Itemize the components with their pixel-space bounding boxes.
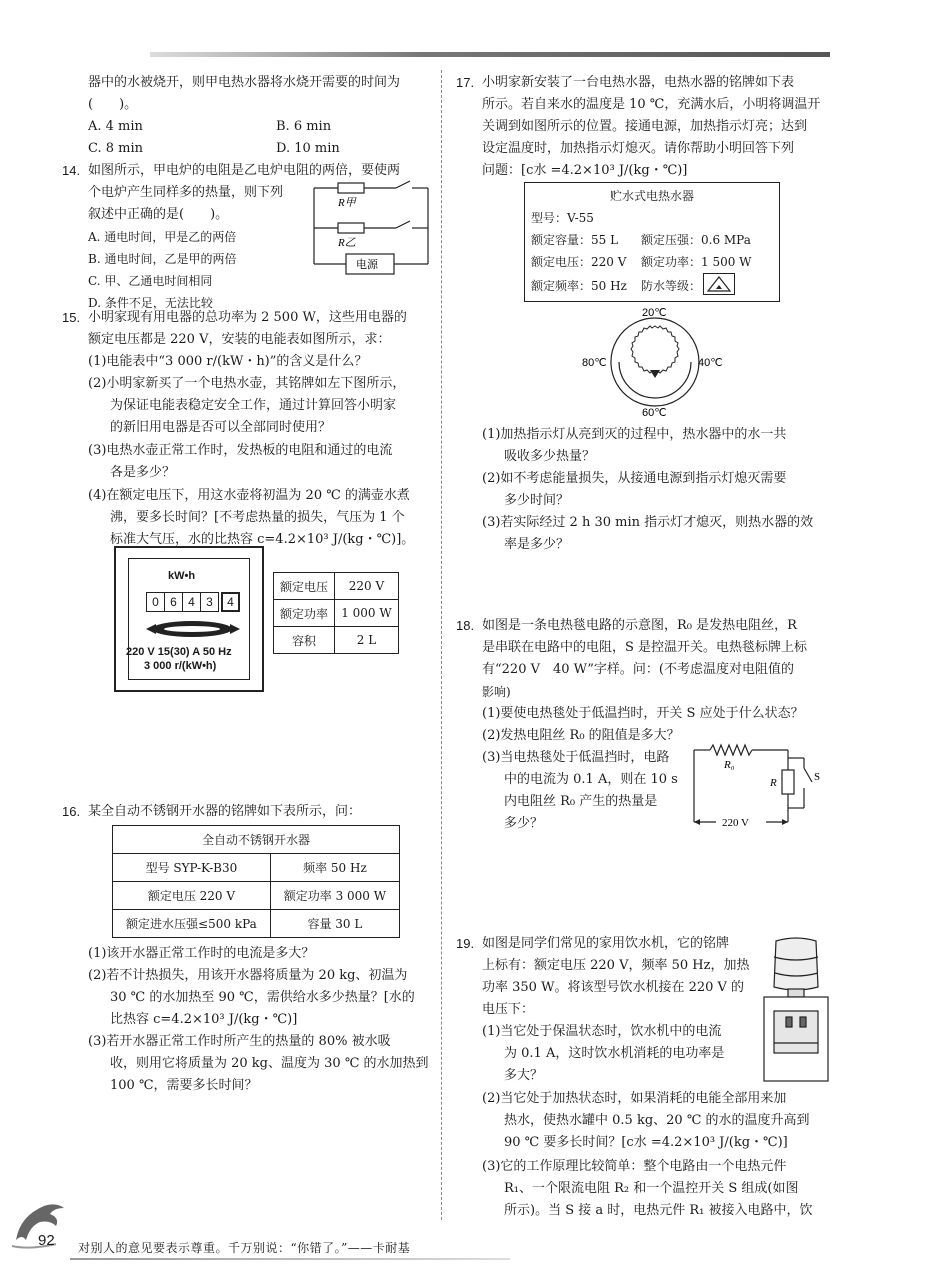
q14-option-c: C. 甲、乙通电时间相同 bbox=[88, 274, 213, 288]
q15-sub2-3: 的新旧用电器是否可以全部同时使用？ bbox=[110, 420, 332, 435]
q19-text-2: 上标有：额定电压 220 V，频率 50 Hz，加热 bbox=[482, 958, 750, 973]
waterproof-triangle-icon bbox=[703, 273, 735, 295]
table-row bbox=[274, 600, 399, 627]
q18-sub3-1: (3)当电热毯处于低温挡时，电路 bbox=[482, 750, 670, 765]
water-boiler-nameplate-table bbox=[112, 825, 400, 938]
q14-text-2: 个电炉产生同样多的热量，则下列 bbox=[88, 185, 284, 200]
voltage-label: 220 V bbox=[722, 817, 749, 829]
table-cell: 额定功率 bbox=[274, 600, 335, 627]
q19-sub3-1: (3)它的工作原理比较简单：整个电路由一个电热元件 bbox=[482, 1159, 787, 1174]
q13-text-2: ( )。 bbox=[88, 97, 138, 112]
nameplate-pressure: 额定压强：0.6 MPa bbox=[641, 233, 751, 247]
q15-sub3-2: 各是多少？ bbox=[110, 465, 176, 480]
q13-option-b: B. 6 min bbox=[276, 119, 332, 134]
table-cell: 额定电压 220 V bbox=[113, 882, 271, 910]
q16-sub2-3: 比热容 c=4.2×10³ J/(kg・℃)] bbox=[110, 1012, 298, 1027]
r-label: R bbox=[770, 777, 777, 789]
table-cell: 额定进水压强≤500 kPa bbox=[113, 910, 271, 938]
q18-sub1: (1)要使电热毯处于低温挡时，开关 S 应处于什么状态？ bbox=[482, 706, 804, 721]
q17-text-1: 小明家新安装了一台电热水器，电热水器的铭牌如下表 bbox=[482, 75, 795, 90]
meter-digit: 4 bbox=[183, 592, 201, 612]
q17-number: 17. bbox=[456, 75, 475, 90]
q17-text-4: 设定温度时，加热指示灯熄灭。请你帮助小明回答下列 bbox=[482, 141, 795, 156]
water-heater-nameplate bbox=[524, 182, 780, 302]
q14-option-b: B. 通电时间，乙是甲的两倍 bbox=[88, 252, 237, 266]
table-row bbox=[113, 854, 400, 882]
table-cell: 额定功率 3 000 W bbox=[270, 882, 399, 910]
footer-rule bbox=[70, 1258, 510, 1260]
meter-digit: 0 bbox=[146, 592, 165, 612]
q15-number: 15. bbox=[62, 310, 81, 325]
r-jia-label: R甲 bbox=[338, 197, 356, 209]
q19-sub3-2: R₁、一个限流电阻 R₂ 和一个温控开关 S 组成(如图 bbox=[504, 1181, 799, 1196]
table-row bbox=[274, 573, 399, 600]
q15-sub4-3: 标准大气压，水的比热容 c=4.2×10³ J/(kg・℃)]。 bbox=[110, 532, 415, 547]
table-cell: 容量 30 L bbox=[270, 910, 399, 938]
q15-sub4-2: 沸，要多长时间？[不考虑热量的损失，气压为 1 个 bbox=[110, 510, 405, 525]
meter-digit-display bbox=[146, 592, 240, 612]
q16-sub3-1: (3)若开水器正常工作时所产生的热量的 80% 被水吸 bbox=[88, 1034, 391, 1049]
q16-sub2-2: 30 ℃ 的水加热至 90 ℃，需供给水多少热量？[水的 bbox=[110, 990, 415, 1005]
q19-sub2-3: 90 ℃ 要多长时间？[c水 =4.2×10³ J/(kg・℃)] bbox=[504, 1135, 788, 1150]
switch-s-label: S bbox=[814, 771, 821, 783]
q18-sub3-4: 多少？ bbox=[504, 816, 544, 831]
q18-text-3: 有“220 V 40 W”字样。问：(不考虑温度对电阻值的 bbox=[482, 662, 794, 677]
q16-intro: 某全自动不锈钢开水器的铭牌如下表所示，问： bbox=[88, 804, 362, 819]
table-cell: 220 V bbox=[334, 573, 398, 600]
table-cell: 2 L bbox=[334, 627, 398, 654]
table-row bbox=[274, 627, 399, 654]
q19-sub2-2: 热水，使热水罐中 0.5 kg、20 ℃ 的水的温度升高到 bbox=[504, 1113, 810, 1128]
table-row bbox=[113, 910, 400, 938]
q17-sub1-2: 吸收多少热量？ bbox=[504, 449, 596, 464]
meter-digit: 6 bbox=[165, 592, 183, 612]
table-cell: 容积 bbox=[274, 627, 335, 654]
r0-label: R₀ bbox=[724, 759, 735, 771]
q15-text-2: 额定电压都是 220 V，安装的电能表如图所示，求： bbox=[88, 332, 391, 347]
q17-sub3-2: 率是多少？ bbox=[504, 537, 570, 552]
nameplate-model: 型号：V-55 bbox=[531, 211, 594, 225]
thermostat-dial bbox=[580, 306, 730, 418]
q19-sub2-1: (2)当它处于加热状态时，如果消耗的电能全部用来加 bbox=[482, 1091, 787, 1106]
q14-text-1: 如图所示，甲电炉的电阻是乙电炉电阻的两倍，要使两 bbox=[88, 163, 401, 178]
q13-option-d: D. 10 min bbox=[276, 141, 340, 156]
q14-option-d: D. 条件不足，无法比较 bbox=[88, 296, 213, 310]
q15-sub4-1: (4)在额定电压下，用这水壶将初温为 20 ℃ 的满壶水煮 bbox=[88, 488, 410, 503]
dial-label-20c: 20℃ bbox=[642, 307, 667, 319]
q13-option-a: A. 4 min bbox=[88, 119, 143, 134]
table-cell: 频率 50 Hz bbox=[270, 854, 399, 882]
q15-text-1: 小明家现有用电器的总功率为 2 500 W，这些用电器的 bbox=[88, 310, 407, 325]
q13-text-1: 器中的水被烧开，则甲电热水器将水烧开需要的时间为 bbox=[88, 75, 401, 90]
meter-rating-2: 3 000 r/(kW•h) bbox=[144, 660, 217, 672]
meter-rotating-disc bbox=[146, 618, 242, 640]
q19-sub1-1: (1)当它处于保温状态时，饮水机中的电流 bbox=[482, 1024, 722, 1039]
q18-sub2: (2)发热电阻丝 R₀ 的阻值是多大？ bbox=[482, 728, 680, 743]
dial-label-80c: 80℃ bbox=[582, 357, 607, 369]
q18-sub3-3: 内电阻丝 R₀ 产生的热量是 bbox=[504, 794, 658, 809]
q17-text-2: 所示。若自来水的温度是 10 ℃，充满水后，小明将调温开 bbox=[482, 97, 821, 112]
q14-option-a: A. 通电时间，甲是乙的两倍 bbox=[88, 230, 237, 244]
q18-number: 18. bbox=[456, 618, 475, 633]
nameplate-voltage: 额定电压：220 V bbox=[531, 255, 627, 269]
column-divider bbox=[441, 70, 442, 1220]
footer-quote: 对别人的意见要表示尊重。千万别说：“你错了。”——卡耐基 bbox=[78, 1241, 411, 1255]
q15-sub2-2: 为保证电能表稳定安全工作，通过计算回答小明家 bbox=[110, 398, 397, 413]
table-title: 全自动不锈钢开水器 bbox=[113, 826, 400, 854]
meter-unit-label: kW•h bbox=[168, 570, 196, 582]
page-number: 92 bbox=[38, 1232, 55, 1249]
table-row bbox=[113, 882, 400, 910]
table-cell: 1 000 W bbox=[334, 600, 398, 627]
q16-sub1: (1)该开水器正常工作时的电流是多大？ bbox=[88, 946, 315, 961]
q19-number: 19. bbox=[456, 936, 475, 951]
q17-sub1-1: (1)加热指示灯从亮到灭的过程中，热水器中的水一共 bbox=[482, 427, 787, 442]
q19-sub1-3: 多大？ bbox=[504, 1068, 544, 1083]
nameplate-title: 贮水式电热水器 bbox=[609, 189, 694, 203]
q16-number: 16. bbox=[62, 804, 81, 819]
q18-text-2: 是串联在电路中的电阻，S 是控温开关。电热毯标牌上标 bbox=[482, 640, 808, 655]
dial-label-60c: 60℃ bbox=[642, 407, 667, 418]
header-rule bbox=[150, 52, 830, 57]
q16-sub2-1: (2)若不计热损失，用该开水器将质量为 20 kg、初温为 bbox=[88, 968, 408, 983]
nameplate-frequency: 额定频率：50 Hz bbox=[531, 279, 627, 293]
q15-sub3-1: (3)电热水壶正常工作时，发热板的电阻和通过的电流 bbox=[88, 443, 393, 458]
q15-sub2-1: (2)小明家新买了一个电热水壶，其铭牌如左下图所示， bbox=[88, 376, 406, 391]
q19-text-4: 电压下： bbox=[482, 1002, 535, 1017]
nameplate-capacity: 额定容量：55 L bbox=[531, 233, 619, 247]
q16-sub3-3: 100 ℃，需要多长时间？ bbox=[110, 1078, 258, 1093]
q17-text-3: 关调到如图所示的位置。接通电源，加热指示灯亮；达到 bbox=[482, 119, 808, 134]
q17-sub3-1: (3)若实际经过 2 h 30 min 指示灯才熄灭，则热水器的效 bbox=[482, 515, 814, 530]
q17-sub2-1: (2)如不考虑能量损失，从接通电源到指示灯熄灭需要 bbox=[482, 471, 787, 486]
q17-sub2-2: 多少时间？ bbox=[504, 493, 570, 508]
q19-sub1-2: 为 0.1 A，这时饮水机消耗的电功率是 bbox=[504, 1046, 725, 1061]
electric-meter bbox=[114, 546, 264, 692]
water-dispenser-illustration bbox=[758, 935, 834, 1085]
q16-sub3-2: 收，则用它将质量为 20 kg、温度为 30 ℃ 的水加热到 bbox=[110, 1056, 429, 1071]
meter-digit: 3 bbox=[201, 592, 219, 612]
nameplate-waterproof: 防水等级： bbox=[641, 279, 702, 293]
table-cell: 型号 SYP-K-B30 bbox=[113, 854, 271, 882]
q19-text-3: 功率 350 W。将该型号饮水机接在 220 V 的 bbox=[482, 980, 745, 995]
power-source-label: 电源 bbox=[356, 258, 378, 271]
nameplate-power: 额定功率：1 500 W bbox=[641, 255, 752, 269]
q17-text-5: 问题：[c水 =4.2×10³ J/(kg・℃)] bbox=[482, 163, 688, 178]
q14-text-3: 叙述中正确的是( )。 bbox=[88, 207, 229, 222]
kettle-nameplate-table bbox=[273, 572, 399, 654]
q18-text-4: 影响) bbox=[482, 685, 511, 699]
meter-rating-1: 220 V 15(30) A 50 Hz bbox=[126, 646, 232, 658]
table-row bbox=[113, 826, 400, 854]
q15-sub1: (1)电能表中“3 000 r/(kW・h)”的含义是什么？ bbox=[88, 354, 368, 369]
table-cell: 额定电压 bbox=[274, 573, 335, 600]
q14-circuit-diagram bbox=[306, 178, 436, 278]
q18-circuit-diagram bbox=[688, 742, 828, 834]
q14-number: 14. bbox=[62, 163, 81, 178]
q18-text-1: 如图是一条电热毯电路的示意图，R₀ 是发热电阻丝，R bbox=[482, 618, 797, 633]
q19-text-1: 如图是同学们常见的家用饮水机，它的铭牌 bbox=[482, 936, 730, 951]
dial-label-40c: 40℃ bbox=[698, 357, 723, 369]
meter-digit-decimal: 4 bbox=[221, 592, 240, 612]
q13-option-c: C. 8 min bbox=[88, 141, 144, 156]
q19-sub3-3: 所示)。当 S 接 a 时，电热元件 R₁ 被接入电路中，饮 bbox=[504, 1203, 813, 1218]
r-yi-label: R乙 bbox=[338, 237, 356, 249]
q18-sub3-2: 中的电流为 0.1 A，则在 10 s bbox=[504, 772, 678, 787]
